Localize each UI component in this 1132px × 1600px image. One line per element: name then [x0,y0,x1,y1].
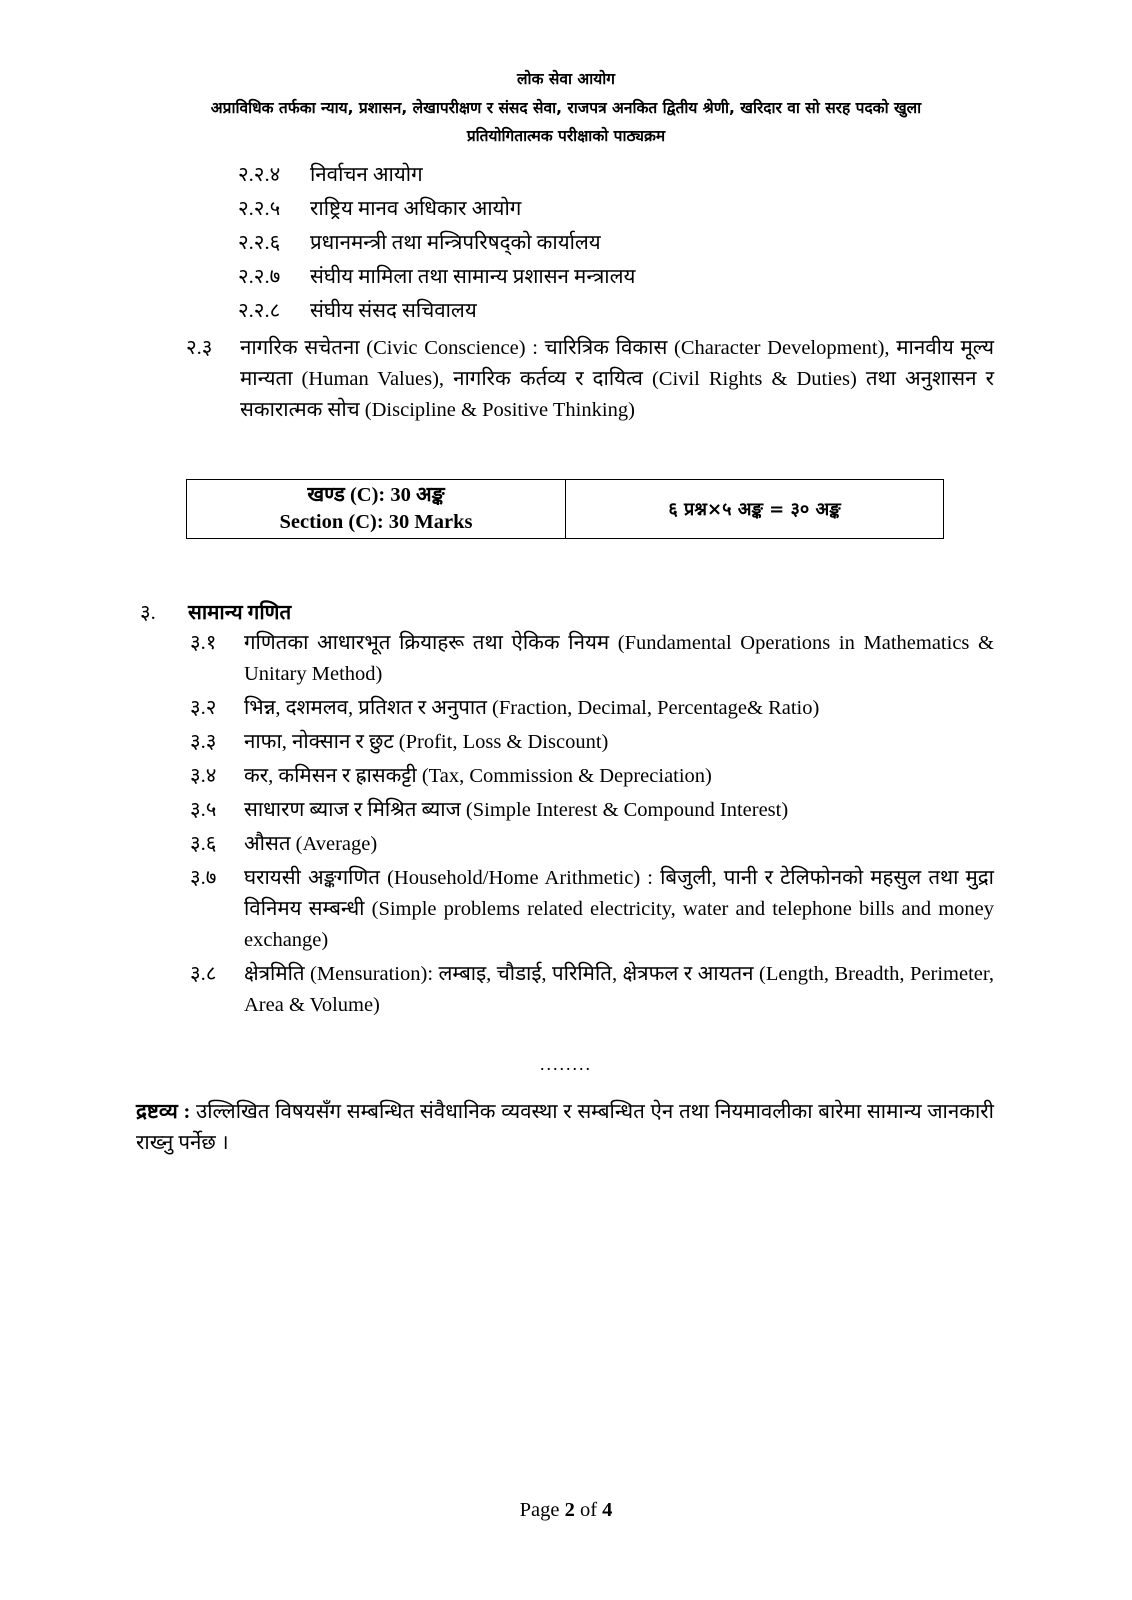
page-number [0,1499,1132,1522]
list-item [238,228,758,259]
item-number: ३.८ [190,963,217,985]
list-item [190,628,994,690]
list-item [190,959,994,1021]
page-prefix: Page [519,1499,565,1521]
section-title: सामान्य गणित [188,602,292,624]
item-text: गणितका आधारभूत क्रियाहरू तथा ऐकिक नियम (Fundamental Operations in Mathematics & Unitary Method) [244,632,994,685]
item-number: २.३ [186,337,213,359]
section-label-cell [187,480,566,538]
item-number: ३.३ [190,731,217,753]
total-pages: 4 [602,1499,613,1521]
section-label-en: Section (C): 30 Marks [279,511,473,533]
item-text: नाफा, नोक्सान र छुट (Profit, Loss & Discount) [244,731,609,753]
list-item-civic [186,333,994,428]
item-text: राष्ट्रिय मानव अधिकार आयोग [310,198,522,220]
item-number: ३.४ [190,765,217,787]
note-paragraph [136,1097,994,1159]
list-item [190,795,994,826]
note-text: उल्लिखित विषयसँग सम्बन्धित संवैधानिक व्यवस्था र सम्बन्धित ऐन तथा नियमावलीका बारेमा सामान्य जानकारी राख्नु पर्नेछ । [136,1101,994,1154]
list-item [190,761,994,792]
item-text: कर, कमिसन र ह्रासकट्टी (Tax, Commission & Depreciation) [244,765,712,787]
current-page: 2 [564,1499,575,1521]
list-item [238,296,758,327]
section-marks-table [186,479,944,539]
list-item [238,160,758,191]
item-text: नागरिक सचेतना (Civic Conscience) : चारित्रिक विकास (Character Development), मानवीय मूल्य मान्यता (Human Values), नागरिक कर्तव्य र दायित्व (Civil Rights & Duties) तथा अनुशासन र सकारात्मक सोच (Discipline & Positive Thinking) [240,337,994,421]
item-number: २.२.८ [238,300,281,322]
item-text: औसत (Average) [244,833,378,855]
item-text: घरायसी अङ्कगणित (Household/Home Arithmetic) : बिजुली, पानी र टेलिफोनको महसुल तथा मुद्रा विनिमय सम्बन्धी (Simple problems related electricity, water and telephone bills and money exchange) [244,867,994,951]
list-item [190,693,994,724]
item-text: प्रधानमन्त्री तथा मन्त्रिपरिषद्को कार्यालय [310,232,601,254]
item-number: ३.२ [190,697,217,719]
note-label: द्रष्टव्य : [136,1101,191,1123]
item-number: ३.६ [190,833,217,855]
section-marks: ६ प्रश्न×५ अङ्क = ३० अङ्क [668,499,841,520]
header-subtitle: अप्राविधिक तर्फका न्याय, प्रशासन, लेखापरीक्षण र संसद सेवा, राजपत्र अनकित द्वितीय श्रेणी, खरिदार वा सो सरह पदको खुला [210,99,922,117]
item-number: २.२.६ [238,232,281,254]
header-title: लोक सेवा आयोग [517,70,615,88]
item-text: भिन्न, दशमलव, प्रतिशत र अनुपात (Fraction, Decimal, Percentage& Ratio) [244,697,820,719]
item-text: क्षेत्रमिति (Mensuration): लम्बाइ, चौडाई, परिमिति, क्षेत्रफल र आयतन (Length, Breadth, Perimeter, Area & Volume) [244,963,994,1016]
item-text: साधारण ब्याज र मिश्रित ब्याज (Simple Interest & Compound Interest) [244,799,789,821]
item-number: २.२.७ [238,266,281,288]
list-item [190,829,994,860]
item-text: निर्वाचन आयोग [310,164,423,186]
page-middle: of [574,1499,603,1521]
item-text: संघीय मामिला तथा सामान्य प्रशासन मन्त्रालय [310,266,636,288]
list-item [238,194,758,225]
item-number: ३.५ [190,799,217,821]
ellipsis-separator: ........ [540,1054,592,1074]
item-number: ३.७ [190,867,217,889]
header-subtitle-2: प्रतियोगितात्मक परीक्षाको पाठ्यक्रम [466,127,666,145]
list-item [238,262,758,293]
item-text: संघीय संसद सचिवालय [310,300,477,322]
list-item [190,727,994,758]
section-marks-cell [566,480,943,538]
item-number: २.२.५ [238,198,281,220]
section-label-np: खण्ड (C): 30 अङ्क [307,484,445,506]
section-number: ३. [140,602,156,624]
item-number: २.२.४ [238,164,281,186]
item-number: ३.१ [190,632,217,654]
list-item [190,863,994,956]
